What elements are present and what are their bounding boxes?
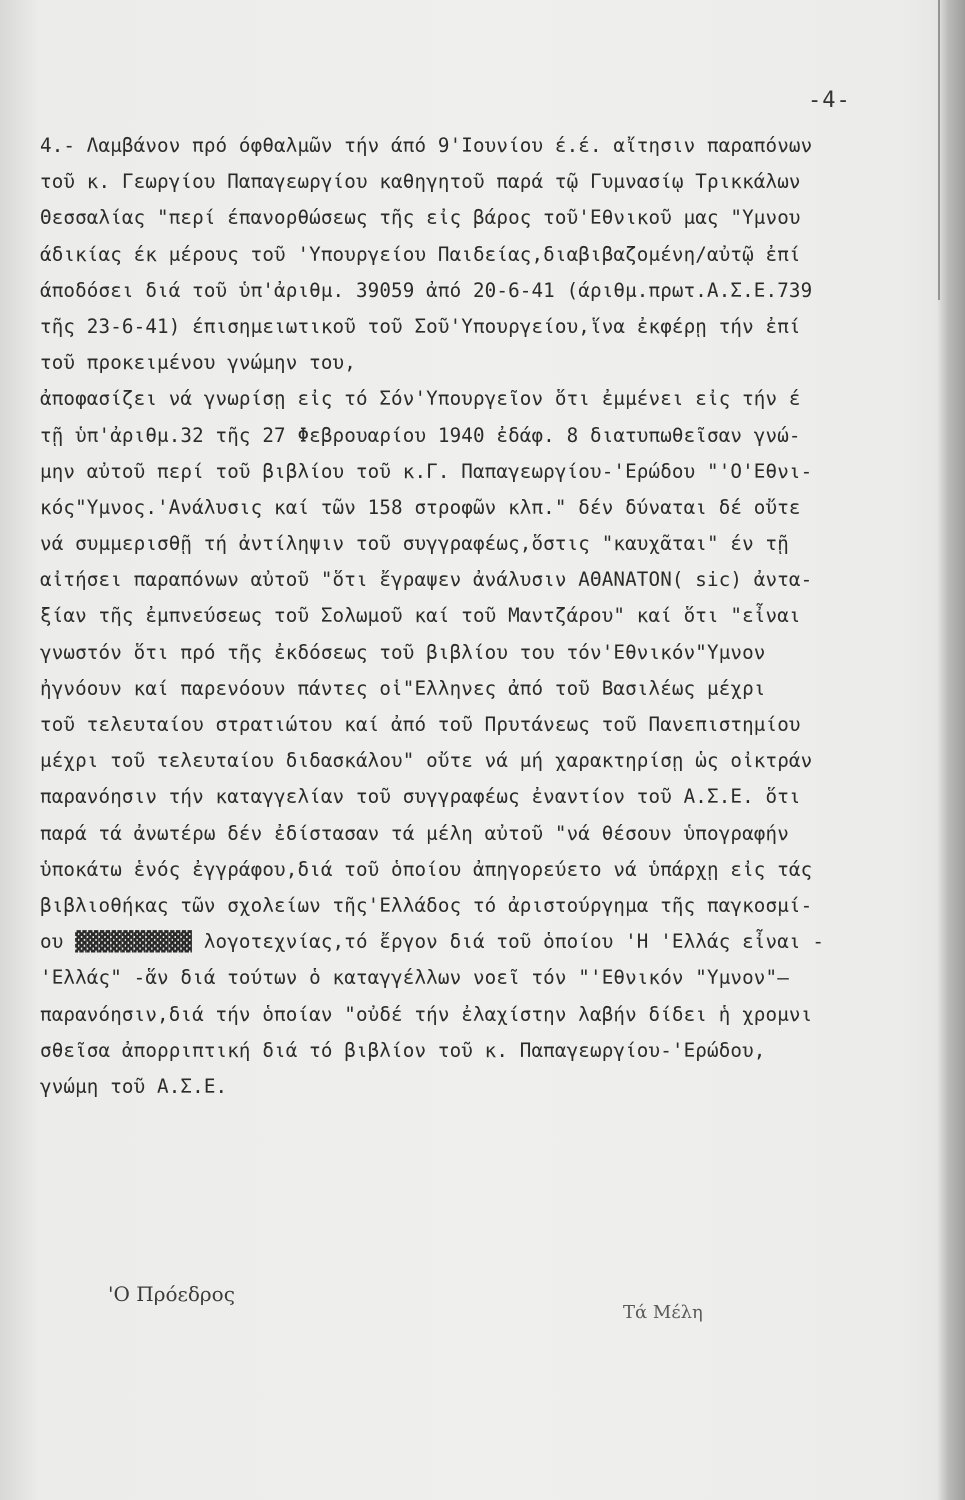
text-line: τοῦ τελευταίου στρατιώτου καί ἀπό τοῦ Πρυτάνεως τοῦ Πανεπιστημίου <box>40 713 801 736</box>
text-line: σθεῖσα ἀπορριπτική διά τό βιβλίον τοῦ κ. Παπαγεωργίου-'Ερώδου, <box>40 1038 766 1062</box>
body-text <box>40 128 910 1105</box>
text-line: παρανόησιν,διά τήν ὁποίαν "οὐδέ τήν ἐλαχίστην λαβήν δίδει ἡ χρομνι <box>40 1002 813 1026</box>
text-line: νά συμμερισθῇ τή ἀντίληψιν τοῦ συγγραφέως,ὅστις "καυχᾶται" έν τῇ <box>40 532 789 556</box>
text-line: Θεσσαλίας "περί έπανορθώσεως τῆς εἰς βάρος τοῦ'Εθνικοῦ μας "Υμνου <box>40 206 801 230</box>
text-line: ἠγνόουν καί παρενόουν πάντες οἱ"Ελληνες ἀπό τοῦ Βασιλέως μέχρι <box>40 676 766 700</box>
signature-block <box>108 1282 908 1322</box>
text-line: κός"Υμνος.'Ανάλυσις καί τῶν 158 στροφῶν κλπ." δέν δύναται δέ οὔτε <box>40 495 801 519</box>
text-line: παρά τά ἀνωτέρω δέν ἐδίστασαν τά μέλη αὐτοῦ "νά θέσουν ὑπογραφήν <box>40 821 789 845</box>
text-line: ἀποφασίζει νά γνωρίσῃ εἰς τό Σόν'Υπουργεῖον ὅτι ἐμμένει εἰς τήν έ <box>40 387 801 411</box>
text-line: μέχρι τοῦ τελευταίου διδασκάλου" οὔτε νά μή χαρακτηρίσῃ ὡς οἰκτράν <box>40 749 813 773</box>
text-line: τοῦ κ. Γεωργίου Παπαγεωργίου καθηγητοῦ παρά τῷ Γυμνασίῳ Τρικκάλων <box>40 170 801 194</box>
text-line: ὑποκάτω ἑνός ἐγγράφου,διά τοῦ ὁποίου ἀπηγορεύετο νά ὑπάρχῃ εἰς τάς <box>40 857 813 881</box>
text-line: ου ▓▓▓▓▓▓▓▓▓▓ λογοτεχνίας,τό ἔργον διά τοῦ ὁποίου 'Η 'Ελλάς εἶναι - <box>40 930 825 954</box>
text-line: βιβλιοθήκας τῶν σχολείων τῆς'Ελλάδος τό ἀριστούργημα τῆς παγκοσμί- <box>40 893 813 917</box>
text-line: 4.- Λαμβάνον πρό όφθαλμῶν τήν άπό 9'Ιουνίου έ.έ. αἴτησιν παραπόνων <box>40 134 813 157</box>
text-line: γνώμη τοῦ Α.Σ.Ε. <box>40 1074 228 1098</box>
text-line: 'Ελλάς" -ἅν διά τούτων ὁ καταγγέλλων νοεῖ τόν "'Εθνικόν "Υμνον"— <box>40 966 789 990</box>
text-line: τῆς 23-6-41) έπισημειωτικοῦ τοῦ Σοῦ'Υπουργείου,ἵνα ἐκφέρῃ τήν ἐπί <box>40 314 801 338</box>
text-line: παρανόησιν τήν καταγγελίαν τοῦ συγγραφέως ἐναντίον τοῦ Α.Σ.Ε. ὅτι <box>40 785 801 809</box>
text-line: άδικίας έκ μέρους τοῦ 'Υπουργείου Παιδείας,διαβιβαζομένη/αὐτῷ ἐπί <box>40 242 801 266</box>
text-line: μην αὐτοῦ περί τοῦ βιβλίου τοῦ κ.Γ. Παπαγεωργίου-'Ερώδου "'Ο'Εθνι- <box>40 459 813 483</box>
text-line: γνωστόν ὅτι πρό τῆς ἐκδόσεως τοῦ βιβλίου του τόν'Εθνικόν"Υμνον <box>40 640 766 664</box>
members-signature: Τά Μέλη <box>623 1302 703 1323</box>
text-line: άποδόσει διά τοῦ ὑπ'ἀριθμ. 39059 ἀπό 20-6-41 (άριθμ.πρωτ.Α.Σ.Ε.739 <box>40 278 813 302</box>
text-line: αἰτήσει παραπόνων αὐτοῦ "ὅτι ἔγραψεν ἀνάλυσιν ΑΘΑΝΑΤΟΝ( sic) ἀντα- <box>40 568 813 592</box>
text-line: τῇ ὑπ'ἀριθμ.32 τῆς 27 Φεβρουαρίου 1940 ἐδάφ. 8 διατυπωθεῖσαν γνώ- <box>40 423 801 447</box>
text-line: τοῦ προκειμένου γνώμην του, <box>40 351 356 375</box>
president-signature: 'Ο Πρόεδρος <box>108 1282 235 1306</box>
page-edge-shadow <box>937 0 965 1500</box>
page-number: -4- <box>808 88 851 113</box>
text-line: ξίαν τῆς ἐμπνεύσεως τοῦ Σολωμοῦ καί τοῦ Μαντζάρου" καί ὅτι "εἶναι <box>40 604 801 628</box>
